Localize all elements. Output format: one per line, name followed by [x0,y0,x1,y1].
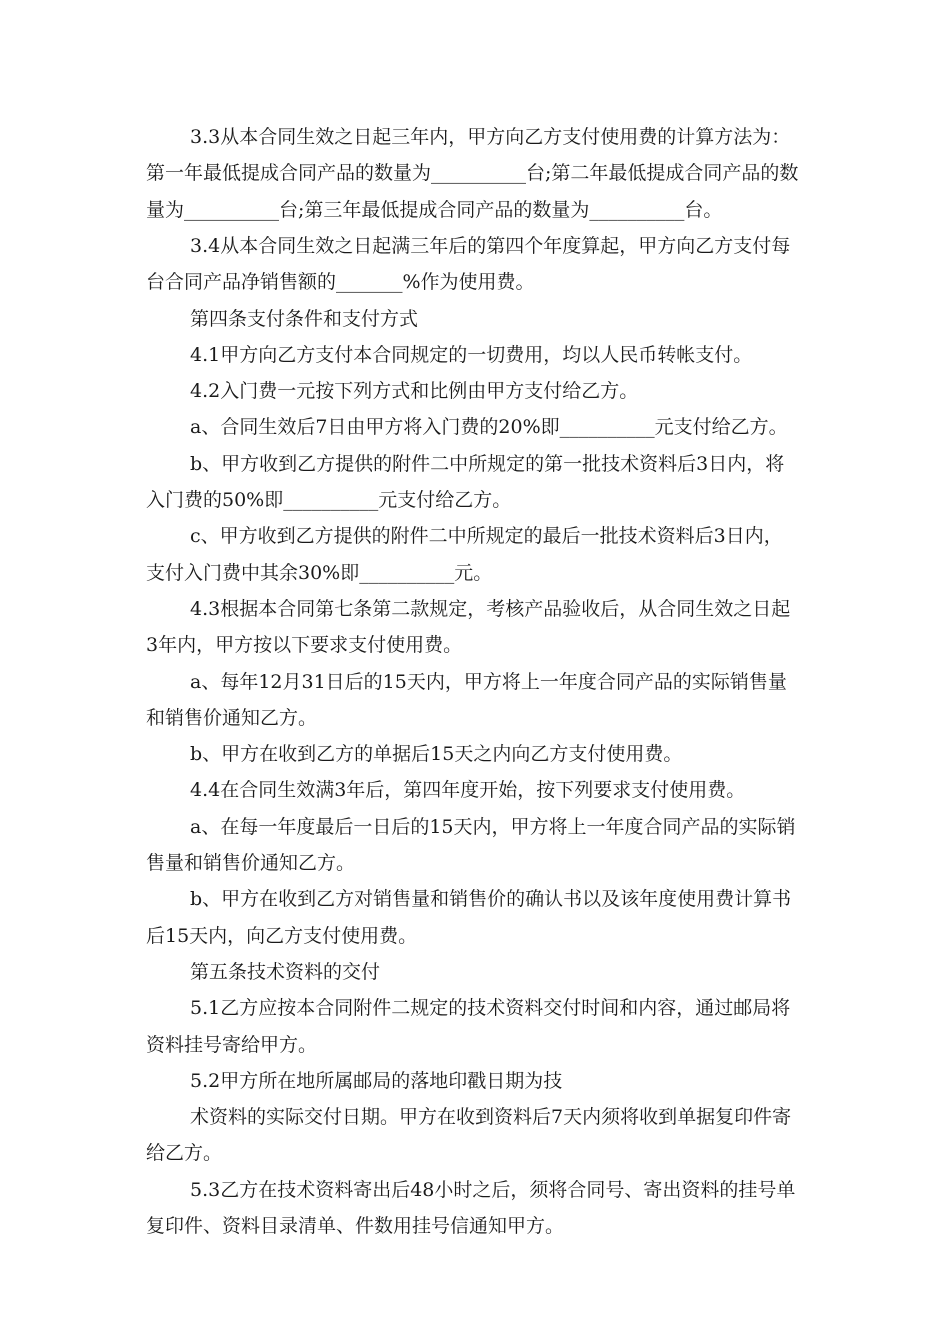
article-5-heading: 第五条技术资料的交付 [190,961,381,983]
paragraph-5-1-line-1: 5.1乙方应按本合同附件二规定的技术资料交付时间和内容，通过邮局将 [190,997,791,1019]
paragraph-4-2-a: a、合同生效后7日由甲方将入门费的20%即__________元支付给乙方。 [190,416,788,438]
paragraph-3-4-line-1: 3.4从本合同生效之日起满三年后的第四个年度算起，甲方向乙方支付每 [190,235,791,257]
paragraph-4-2: 4.2入门费一元按下列方式和比例由甲方支付给乙方。 [190,380,639,402]
paragraph-4-2-c-line-1: c、甲方收到乙方提供的附件二中所规定的最后一批技术资料后3日内， [190,525,783,547]
paragraph-4-4-a-line-1: a、在每一年度最后一日后的15天内，甲方将上一年度合同产品的实际销 [190,816,796,838]
paragraph-4-2-b-line-2: 入门费的50%即__________元支付给乙方。 [146,489,512,511]
paragraph-3-3-line-3: 量为__________台;第三年最低提成合同产品的数量为__________台。 [146,199,723,221]
paragraph-4-3-line-1: 4.3根据本合同第七条第二款规定，考核产品验收后，从合同生效之日起 [190,598,791,620]
paragraph-4-3-b: b、甲方在收到乙方的单据后15天之内向乙方支付使用费。 [190,743,683,765]
paragraph-4-2-c-line-2: 支付入门费中其余30%即__________元。 [146,562,493,584]
paragraph-5-2-line-1: 5.2甲方所在地所属邮局的落地印戳日期为技 [190,1070,563,1092]
paragraph-4-1: 4.1甲方向乙方支付本合同规定的一切费用，均以人民币转帐支付。 [190,344,753,366]
paragraph-3-3-line-2: 第一年最低提成合同产品的数量为__________台;第二年最低提成合同产品的数 [146,162,799,184]
paragraph-3-3-line-1: 3.3从本合同生效之日起三年内，甲方向乙方支付使用费的计算方法为： [190,126,791,148]
paragraph-4-4-b-line-1: b、甲方在收到乙方对销售量和销售价的确认书以及该年度使用费计算书 [190,888,792,910]
paragraph-5-3-line-1: 5.3乙方在技术资料寄出后48小时之后，须将合同号、寄出资料的挂号单 [190,1179,796,1201]
paragraph-5-2-line-2: 术资料的实际交付日期。甲方在收到资料后7天内须将收到单据复印件寄 [190,1106,792,1128]
paragraph-5-3-line-2: 复印件、资料目录清单、件数用挂号信通知甲方。 [146,1215,565,1237]
article-4-heading: 第四条支付条件和支付方式 [190,308,419,330]
paragraph-4-3-line-2: 3年内，甲方按以下要求支付使用费。 [146,634,463,656]
paragraph-5-2-line-3: 给乙方。 [146,1142,223,1164]
paragraph-5-1-line-2: 资料挂号寄给甲方。 [146,1034,318,1056]
paragraph-4-3-a-line-2: 和销售价通知乙方。 [146,707,318,729]
paragraph-4-4-b-line-2: 后15天内，向乙方支付使用费。 [146,925,418,947]
paragraph-3-4-line-2: 台合同产品净销售额的_______%作为使用费。 [146,271,535,293]
paragraph-4-3-a-line-1: a、每年12月31日后的15天内，甲方将上一年度合同产品的实际销售量 [190,671,787,693]
paragraph-4-4-a-line-2: 售量和销售价通知乙方。 [146,852,356,874]
paragraph-4-4: 4.4在合同生效满3年后，第四年度开始，按下列要求支付使用费。 [190,779,746,801]
paragraph-4-2-b-line-1: b、甲方收到乙方提供的附件二中所规定的第一批技术资料后3日内，将 [190,453,785,475]
